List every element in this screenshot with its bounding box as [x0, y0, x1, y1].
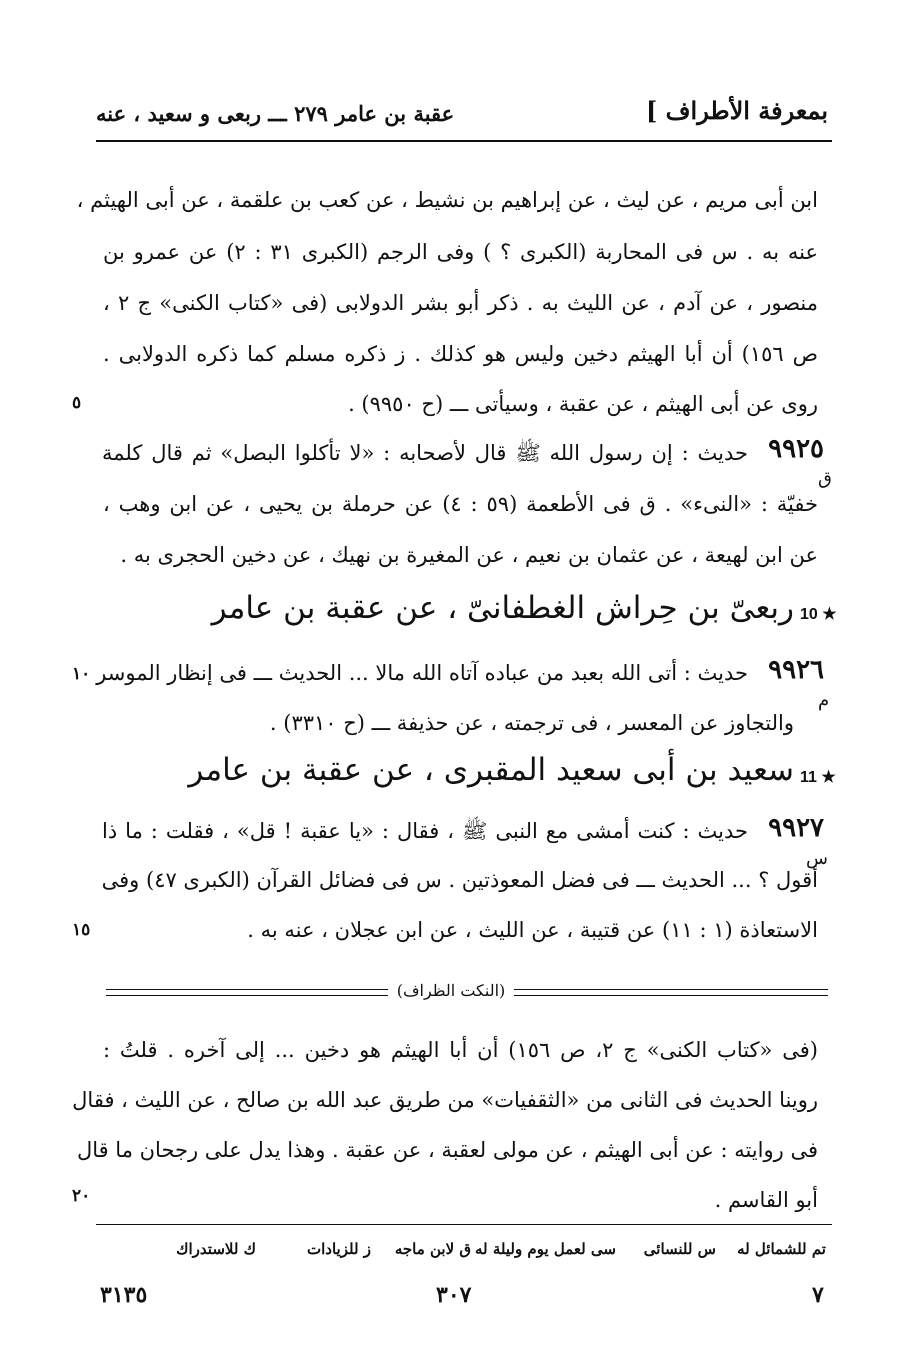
- page-number: ٣٠٧: [436, 1282, 472, 1308]
- footer-legend-item: ك للاستدراك: [176, 1240, 256, 1258]
- entry-count: ٣١٣٥: [100, 1282, 148, 1308]
- text-line: عنه به . س فى المحاربة (الكبرى ؟ ) وفى الرجم (الكبرى ٣١ : ٢) عن عمرو بن: [103, 240, 819, 264]
- text-line: ابن أبى مريم ، عن ليث ، عن إبراهيم بن نشيط ، عن كعب بن علقمة ، عن أبى الهيثم ،: [76, 188, 818, 212]
- note-line: (فى «كتاب الكنى» ج ٢، ص ١٥٦) أن أبا الهيثم هو دخين ... إلى آخره . قلتُ :: [103, 1038, 818, 1062]
- margin-line-number: ٥: [72, 393, 82, 413]
- margin-line-number: ٢٠: [72, 1186, 91, 1206]
- note-line: روينا الحديث فى الثانى من «الثقفيات» من طريق عبد الله بن صالح ، عن الليث ، فقال: [72, 1088, 818, 1112]
- text-line: أقول ؟ ... الحديث ـــ فى فضل المعوذتين . س فى فضائل القرآن (الكبرى ٤٧) وفى: [101, 868, 818, 892]
- text-line: عن ابن لهيعة ، عن عثمان بن نعيم ، عن المغيرة بن نهيك ، عن دخين الحجرى به .: [120, 543, 818, 567]
- hadith-number: ٩٩٢٥: [768, 434, 824, 464]
- text-line: ص ١٥٦) أن أبا الهيثم دخين وليس هو كذلك . ز ذكره مسلم كما ذكره الدولابى .: [103, 342, 818, 366]
- footer-legend-item: سى لعمل يوم وليلة له: [475, 1240, 616, 1258]
- source-code: م: [818, 690, 830, 711]
- footer-rule: [96, 1224, 832, 1225]
- source-code: ق: [818, 468, 832, 489]
- note-line: أبو القاسم .: [714, 1188, 818, 1212]
- text-line: روى عن أبى الهيثم ، عن عقبة ، وسيأتى ـــ (ح ٩٩٥٠) .: [348, 392, 818, 416]
- text-line: حديث : إن رسول الله ﷺ قال لأصحابه : «لا تأكلوا البصل» ثم قال كلمة: [102, 441, 748, 465]
- header-rule: [96, 140, 832, 142]
- text-line: خفيّة : «النىء» . ق فى الأطعمة (٥٩ : ٤) عن حرملة بن يحيى ، عن ابن وهب ،: [103, 492, 818, 516]
- section-number: 11 ★: [800, 769, 836, 786]
- hadith-number: ٩٩٢٦: [768, 655, 824, 685]
- volume-number: ٧: [812, 1282, 824, 1308]
- running-header-right: بمعرفة الأطراف ]: [645, 96, 828, 125]
- running-header-title: عقبة بن عامر ٢٧٩ ـــ ربعى و سعيد ، عنه: [96, 101, 455, 126]
- section-heading: سعيد بن أبى سعيد المقبرى ، عن عقبة بن عامر: [188, 752, 794, 788]
- text-line: والتجاوز عن المعسر ، فى ترجمته ، عن حذيفة ـــ (ح ٣٣١٠) .: [269, 711, 794, 735]
- source-code: س: [806, 848, 828, 869]
- margin-line-number: ١٠: [72, 664, 91, 684]
- note-line: فى روايته : عن أبى الهيثم ، عن مولى لعقبة ، عن عقبة . وهذا يدل على رجحان ما قال: [76, 1138, 818, 1162]
- margin-line-number: ١٥: [72, 920, 91, 940]
- text-line: منصور ، عن آدم ، عن الليث به . ذكر أبو بشر الدولابى (فى «كتاب الكنى» ج ٢ ،: [103, 291, 818, 315]
- notes-title: (النكت الظراف): [388, 981, 514, 1000]
- text-line: الاستعاذة (١ : ١١) عن قتيبة ، عن الليث ، عن ابن عجلان ، عنه به .: [247, 918, 818, 942]
- section-number: 10 ★: [800, 606, 837, 623]
- footer-legend-item: ق لابن ماجه: [394, 1240, 471, 1258]
- text-line: حديث : كنت أمشى مع النبى ﷺ ، فقال : «يا عقبة ! قل» ، فقلت : ما ذا: [102, 819, 748, 843]
- section-heading: ربعىّ بن حِراش الغطفانىّ ، عن عقبة بن عامر: [211, 590, 794, 626]
- footer-legend-item: تم للشمائل له: [737, 1240, 826, 1258]
- text-line: حديث : أتى الله بعبد من عباده آتاه الله مالا ... الحديث ـــ فى إنظار الموسر: [96, 661, 748, 685]
- footer-legend-item: س للنسائى: [643, 1240, 716, 1258]
- footer-legend-item: ز للزيادات: [307, 1240, 371, 1258]
- hadith-number: ٩٩٢٧: [768, 813, 824, 843]
